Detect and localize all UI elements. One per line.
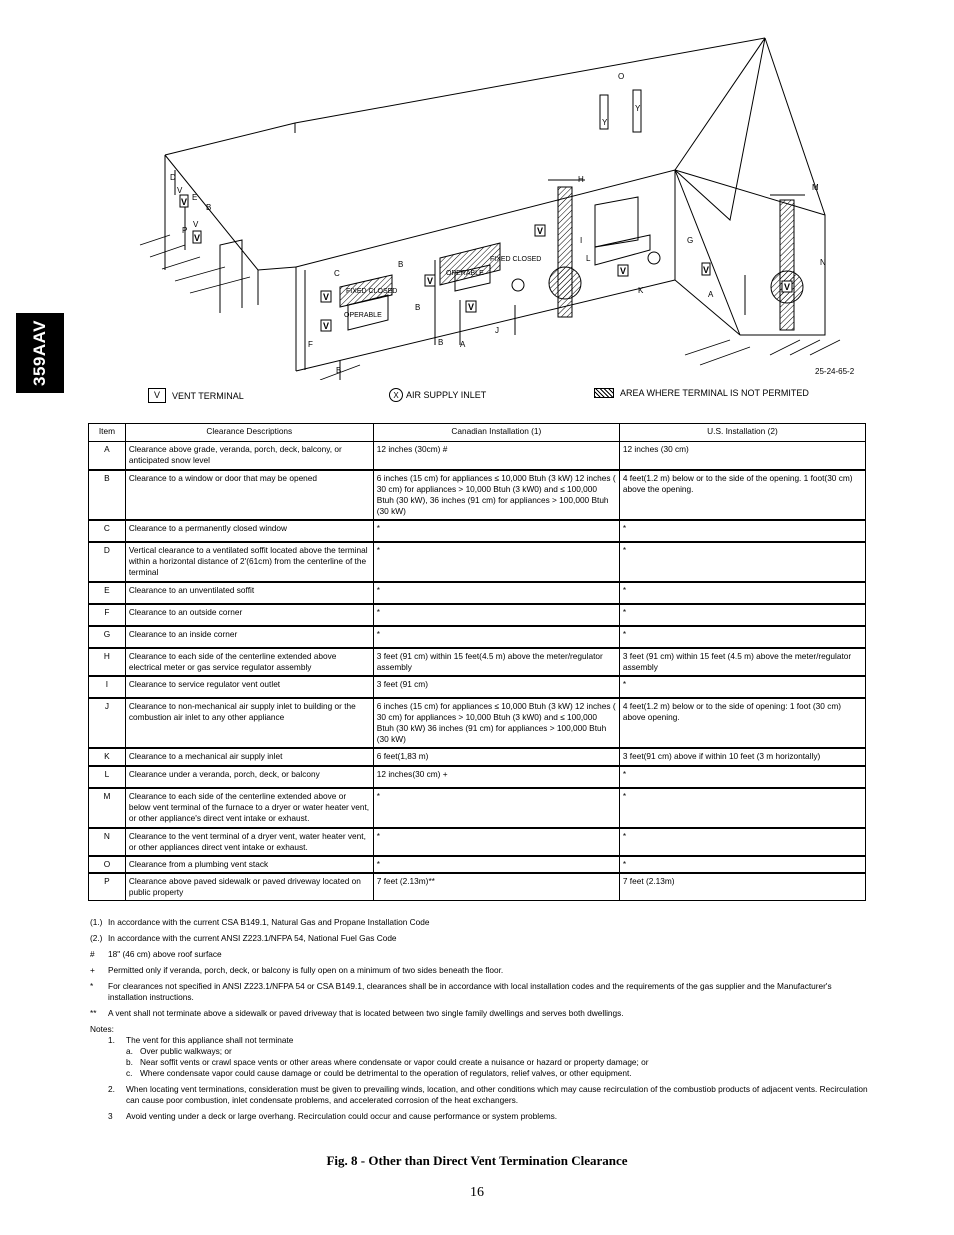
cell-item: A — [89, 442, 126, 470]
footnote-text: In accordance with the current CSA B149.1, Natural Gas and Propane Installation Code — [108, 917, 430, 927]
note-text: Where condensate vapor could cause damage or could be detrimental to the operation of regulators, relief valves, or other equipment. — [140, 1068, 632, 1078]
label-P: P — [182, 226, 188, 235]
cell-desc: Clearance above paved sidewalk or paved driveway located on public property — [125, 873, 373, 901]
panel-text: OPERABLE — [446, 270, 484, 277]
svg-text:V: V — [323, 321, 330, 331]
cell-us: * — [619, 520, 865, 542]
label-A: A — [708, 290, 714, 299]
footnote-key: ** — [90, 1008, 97, 1018]
label-B: B — [438, 338, 444, 347]
hatch-icon — [594, 388, 614, 398]
cell-item: D — [89, 542, 126, 582]
cell-us: * — [619, 542, 865, 582]
table-row — [89, 542, 866, 582]
table-row — [89, 788, 866, 828]
footnote — [90, 933, 870, 944]
footnote-key: * — [90, 981, 94, 991]
cell-desc: Clearance to an inside corner — [125, 626, 373, 648]
label-V: V — [177, 186, 183, 195]
cell-us: * — [619, 856, 865, 873]
cell-desc: Clearance to non-mechanical air supply inlet to building or the combustion air inlet to any other appliance — [125, 698, 373, 748]
air-symbol: X — [389, 388, 403, 402]
cell-us: 4 feet(1.2 m) below or to the side of the opening. 1 foot(30 cm) above the opening. — [619, 470, 865, 520]
cell-desc: Clearance above grade, veranda, porch, deck, balcony, or anticipated snow level — [125, 442, 373, 470]
cell-canadian: 7 feet (2.13m)** — [373, 873, 619, 901]
notes-title: Notes: — [90, 1024, 114, 1034]
footnote — [90, 949, 870, 960]
note-1b: b. Near soffit vents or crawl space vents or other areas where condensate or vapor could create a nuisance or hazard or property damage; or — [126, 1057, 649, 1067]
svg-text:V: V — [620, 266, 627, 276]
note-3: 3 Avoid venting under a deck or large overhang. Recirculation could occur and cause performance or system problems. — [108, 1111, 558, 1121]
cell-canadian: * — [373, 582, 619, 604]
footnote-key: (1.) — [90, 917, 103, 927]
legend-vent — [148, 388, 244, 403]
svg-text:V: V — [427, 276, 434, 286]
clearance-table — [88, 423, 866, 901]
cell-us: * — [619, 604, 865, 626]
legend-air — [389, 388, 486, 402]
table-row — [89, 470, 866, 520]
footnote-key: # — [90, 949, 95, 959]
cell-item: C — [89, 520, 126, 542]
label-B: B — [206, 203, 212, 212]
footnote-key: + — [90, 965, 95, 975]
label-A: A — [460, 340, 466, 349]
cell-item: F — [89, 604, 126, 626]
cell-us: * — [619, 626, 865, 648]
note-text: Avoid venting under a deck or large overhang. Recirculation could occur and cause performance or system problems. — [126, 1111, 558, 1121]
cell-us: 12 inches (30 cm) — [619, 442, 865, 470]
footnote — [90, 981, 870, 1003]
label-Y: Y — [635, 104, 641, 113]
legend-area — [594, 388, 809, 398]
note-1a: a. Over public walkways; or — [126, 1046, 232, 1056]
label-E: E — [192, 193, 198, 202]
svg-text:V: V — [537, 226, 544, 236]
cell-canadian: 12 inches(30 cm) + — [373, 766, 619, 788]
cell-item: L — [89, 766, 126, 788]
panel-text: OPERABLE — [344, 312, 382, 319]
cell-item: M — [89, 788, 126, 828]
svg-text:V: V — [181, 197, 188, 207]
label-F: F — [308, 340, 313, 349]
cell-us: 3 feet(91 cm) above if within 10 feet (3 m horizontally) — [619, 748, 865, 766]
cell-canadian: * — [373, 604, 619, 626]
cell-item: B — [89, 470, 126, 520]
table-row — [89, 582, 866, 604]
cell-canadian: * — [373, 856, 619, 873]
clearance-diagram — [130, 35, 870, 380]
cell-desc: Vertical clearance to a ventilated soffit located above the terminal within a horizontal distance of 2'(61cm) from the centerline of the terminal — [125, 542, 373, 582]
cell-item: O — [89, 856, 126, 873]
area-label: AREA WHERE TERMINAL IS NOT PERMITED — [620, 388, 809, 398]
label-D: D — [170, 173, 176, 182]
footnote-text: Permitted only if veranda, porch, deck, or balcony is fully open on a minimum of two sides beneath the floor. — [108, 965, 504, 975]
cell-canadian: 12 inches (30cm) # — [373, 442, 619, 470]
footnote-text: In accordance with the current ANSI Z223.1/NFPA 54, National Fuel Gas Code — [108, 933, 397, 943]
model-side-tab — [16, 313, 64, 393]
svg-text:V: V — [468, 302, 475, 312]
footnote-text: For clearances not specified in ANSI Z223.1/NFPA 54 or CSA B149.1, clearances shall be in accordance with local installation codes and the requirements of the gas supplier and the Manufacturer's installation instructions. — [108, 981, 832, 1002]
cell-canadian: * — [373, 542, 619, 582]
cell-canadian: 6 feet(1,83 m) — [373, 748, 619, 766]
svg-text:V: V — [703, 265, 710, 275]
air-supply-label: AIR SUPPLY INLET — [406, 390, 487, 400]
label-H: H — [578, 175, 584, 184]
cell-canadian: * — [373, 626, 619, 648]
label-K: K — [638, 286, 644, 295]
label-J: J — [495, 326, 499, 335]
table-row — [89, 604, 866, 626]
col-desc: Clearance Descriptions — [125, 424, 373, 442]
footnotes — [90, 917, 870, 1122]
cell-canadian: 6 inches (15 cm) for appliances ≤ 10,000 Btuh (3 kW) 12 inches ( 30 cm) for appliances > 10,000 Btuh (3 kW0) and ≤ 100,000 Btuh (30 kW) 36 inches (91 cm) for appliances > 100,000 Btuh (30 kW) — [373, 698, 619, 748]
label-O: O — [618, 72, 625, 81]
cell-desc: Clearance to service regulator vent outlet — [125, 676, 373, 698]
label-C: C — [334, 269, 340, 278]
cell-item: I — [89, 676, 126, 698]
table-row — [89, 856, 866, 873]
diagram-ref: 25-24-65-2 — [815, 367, 855, 376]
cell-item: K — [89, 748, 126, 766]
label-B: B — [398, 260, 404, 269]
cell-desc: Clearance to an outside corner — [125, 604, 373, 626]
label-Y: Y — [602, 118, 608, 127]
cell-desc: Clearance to each side of the centerline extended above or below vent terminal of the furnace to a dryer or water heater vent, or other appliance's direct vent intake or exhaust. — [125, 788, 373, 828]
table-row — [89, 748, 866, 766]
svg-text:V: V — [784, 282, 791, 292]
figure-caption: Fig. 8 - Other than Direct Vent Termination Clearance — [326, 1153, 628, 1168]
footnote-text: 18" (46 cm) above roof surface — [108, 949, 222, 959]
label-M: M — [812, 183, 819, 192]
page-number: 16 — [470, 1185, 484, 1200]
vent-symbol: V — [148, 388, 166, 403]
table-row — [89, 520, 866, 542]
svg-text:V: V — [194, 233, 201, 243]
footnote — [90, 917, 870, 928]
cell-desc: Clearance under a veranda, porch, deck, or balcony — [125, 766, 373, 788]
panel-text: FIXED CLOSED — [490, 256, 542, 263]
cell-us: * — [619, 676, 865, 698]
table-row — [89, 626, 866, 648]
table-row — [89, 676, 866, 698]
note-text: Over public walkways; or — [140, 1046, 232, 1056]
cell-us: 7 feet (2.13m) — [619, 873, 865, 901]
vent-terminal-label: VENT TERMINAL — [172, 390, 244, 401]
cell-canadian: 6 inches (15 cm) for appliances ≤ 10,000 Btuh (3 kW) 12 inches ( 30 cm) for appliances > 10,000 Btuh (3 kW0) and ≤ 100,000 Btuh (30 kW), 36 inches (91 cm) for appliances > 100,000 Btuh (30 kW) — [373, 470, 619, 520]
cell-us: * — [619, 828, 865, 856]
note-2: 2. When locating vent terminations, consideration must be given to prevailing winds, location, and other conditions which may cause recirculation of the combustiob products of adjacent vents. Recirculation can cause poor combustion, inlet condensate problems, and accelerated corrosion of the heat exchangers. — [90, 1084, 870, 1106]
cell-desc: Clearance to a permanently closed window — [125, 520, 373, 542]
cell-us: 4 feet(1.2 m) below or to the side of opening: 1 foot (30 cm) above opening. — [619, 698, 865, 748]
cell-desc: Clearance to each side of the centerline extended above electrical meter or gas service regulator assembly — [125, 648, 373, 676]
cell-us: 3 feet (91 cm) within 15 feet (4.5 m) above the meter/regulator assembly — [619, 648, 865, 676]
cell-canadian: * — [373, 788, 619, 828]
cell-desc: Clearance to a window or door that may be opened — [125, 470, 373, 520]
cell-item: N — [89, 828, 126, 856]
cell-item: P — [89, 873, 126, 901]
cell-canadian: 3 feet (91 cm) — [373, 676, 619, 698]
note-text: Near soffit vents or crawl space vents or other areas where condensate or vapor could create a nuisance or hazard or property damage; or — [140, 1057, 649, 1067]
cell-item: G — [89, 626, 126, 648]
cell-desc: Clearance to an unventilated soffit — [125, 582, 373, 604]
cell-us: * — [619, 582, 865, 604]
cell-item: H — [89, 648, 126, 676]
footnote-key: (2.) — [90, 933, 103, 943]
note-1: 1. The vent for this appliance shall not terminate — [108, 1035, 294, 1045]
label-I: I — [580, 236, 583, 245]
note-1c: c. Where condensate vapor could cause damage or could be detrimental to the operation of regulators, relief valves, or other equipment. — [126, 1068, 632, 1078]
table-row — [89, 442, 866, 470]
cell-us: * — [619, 766, 865, 788]
note-text: The vent for this appliance shall not terminate — [126, 1035, 294, 1045]
panel-text: FIXED CLOSED — [346, 288, 398, 295]
footnote — [90, 1008, 870, 1019]
cell-canadian: 3 feet (91 cm) within 15 feet(4.5 m) above the meter/regulator assembly — [373, 648, 619, 676]
label-L: L — [586, 254, 591, 263]
col-us: U.S. Installation (2) — [619, 424, 865, 442]
cell-desc: Clearance to a mechanical air supply inlet — [125, 748, 373, 766]
table-row — [89, 698, 866, 748]
cell-canadian: * — [373, 520, 619, 542]
table-row — [89, 766, 866, 788]
label-B: B — [415, 303, 421, 312]
cell-item: J — [89, 698, 126, 748]
model-label: 359AAV — [30, 320, 49, 386]
cell-desc: Clearance to the vent terminal of a dryer vent, water heater vent, or other appliances direct vent intake or exhaust. — [125, 828, 373, 856]
footnote-text: A vent shall not terminate above a sidewalk or paved driveway that is located between two single family dwellings and serves both dwellings. — [108, 1008, 624, 1018]
cell-canadian: * — [373, 828, 619, 856]
label-V: V — [193, 220, 199, 229]
table-row — [89, 873, 866, 901]
cell-desc: Clearance from a plumbing vent stack — [125, 856, 373, 873]
footnote — [90, 965, 870, 976]
label-G: G — [687, 236, 694, 245]
col-item: Item — [89, 424, 126, 442]
label-B: B — [336, 366, 342, 375]
cell-item: E — [89, 582, 126, 604]
table-row — [89, 828, 866, 856]
col-canadian: Canadian Installation (1) — [373, 424, 619, 442]
note-text: When locating vent terminations, consideration must be given to prevailing winds, location, and other conditions which may cause recirculation of the combustiob products of adjacent vents. Recirculation can cause poor combustion, inlet condensate problems, and accelerated corrosion of the heat exchangers. — [126, 1084, 868, 1105]
label-N: N — [820, 258, 826, 267]
cell-us: * — [619, 788, 865, 828]
table-row — [89, 648, 866, 676]
svg-text:V: V — [323, 292, 330, 302]
